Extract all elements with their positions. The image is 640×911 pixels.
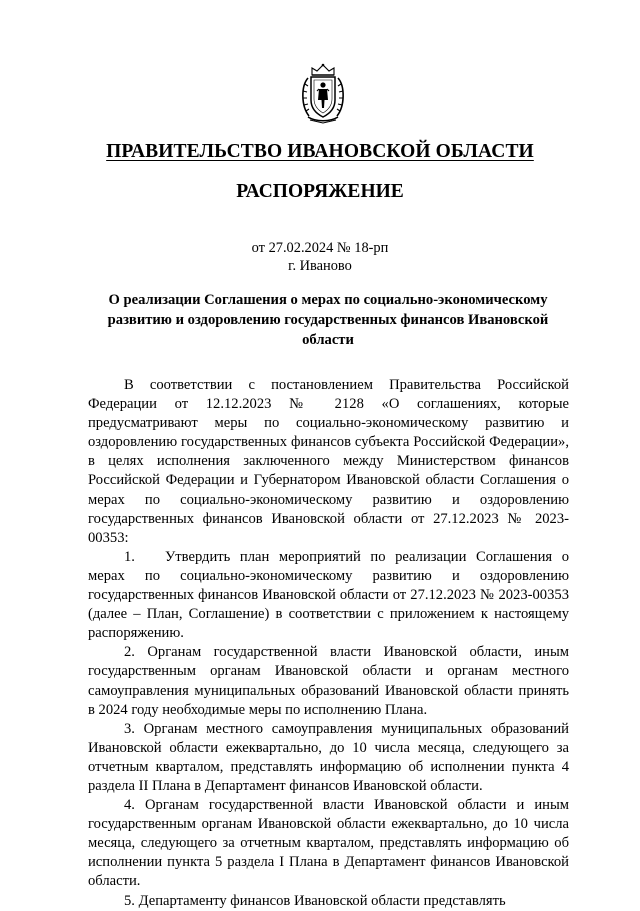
document-date-number: от 27.02.2024 № 18-рп [251,240,389,256]
paragraph-item-5: 5. Департаменту финансов Ивановской области представлять [124,892,506,909]
document-subject: О реализации Соглашения о мерах по социально-экономическому развитию и оздоровлению государственных финансов Ивановской области [107,292,549,348]
paragraph-item-1 [88,548,569,643]
paragraph-item-3: 3. Органам местного самоуправления муниципальных образований Ивановской области ежеквартально, до 10 числа месяца, следующего за отчетным кварталом, представлять информацию об исполнении пункта 4 раздела II Плана в Департамент финансов Ивановской области. [88,720,569,794]
document-city: г. Иваново [288,258,352,274]
document-body [88,376,569,911]
document-type: РАСПОРЯЖЕНИЕ [236,181,404,202]
government-title: ПРАВИТЕЛЬСТВО ИВАНОВСКОЙ ОБЛАСТИ [106,141,534,162]
item-1-number: 1. [124,548,135,565]
item-1-text: Утвердить план мероприятий по реализации Соглашения о мерах по социально-экономическому развитию и оздоровлению государственных финансов Ивановской области от 27.12.2023 № 2023-00353 (далее – План, Соглашение) в соответствии с приложением к настоящему распоряжению. [88,548,569,642]
intro-paragraph: В соответствии с постановлением Правительства Российской Федерации от 12.12.2023 № 2128 «О соглашениях, которые предусматривают меры по социально-экономическому развитию и оздоровлению государственных финансов субъекта Российской Федерации», в целях исполнения заключенного между Министерством финансов Российской Федерации и Губернатором Ивановской области Соглашения о мерах по социально-экономическому развитию и оздоровлению государственных финансов Ивановской области от 27.12.2023 № 2023-00353: [88,377,569,546]
paragraph-item-2: 2. Органам государственной власти Ивановской области, иным государственным органам Ивановской области и органам местного самоуправления муниципальных образований Ивановской области принять в 2024 году необходимые меры по исполнению Плана. [88,644,569,718]
paragraph-item-4: 4. Органам государственной власти Ивановской области и иным государственным органам Ивановской области ежеквартально, до 10 числа месяца, следующего за отчетным кварталом, представлять информацию об исполнении пункта 5 раздела I Плана в Департамент финансов Ивановской области. [88,797,569,890]
coat-of-arms-icon [298,62,348,124]
